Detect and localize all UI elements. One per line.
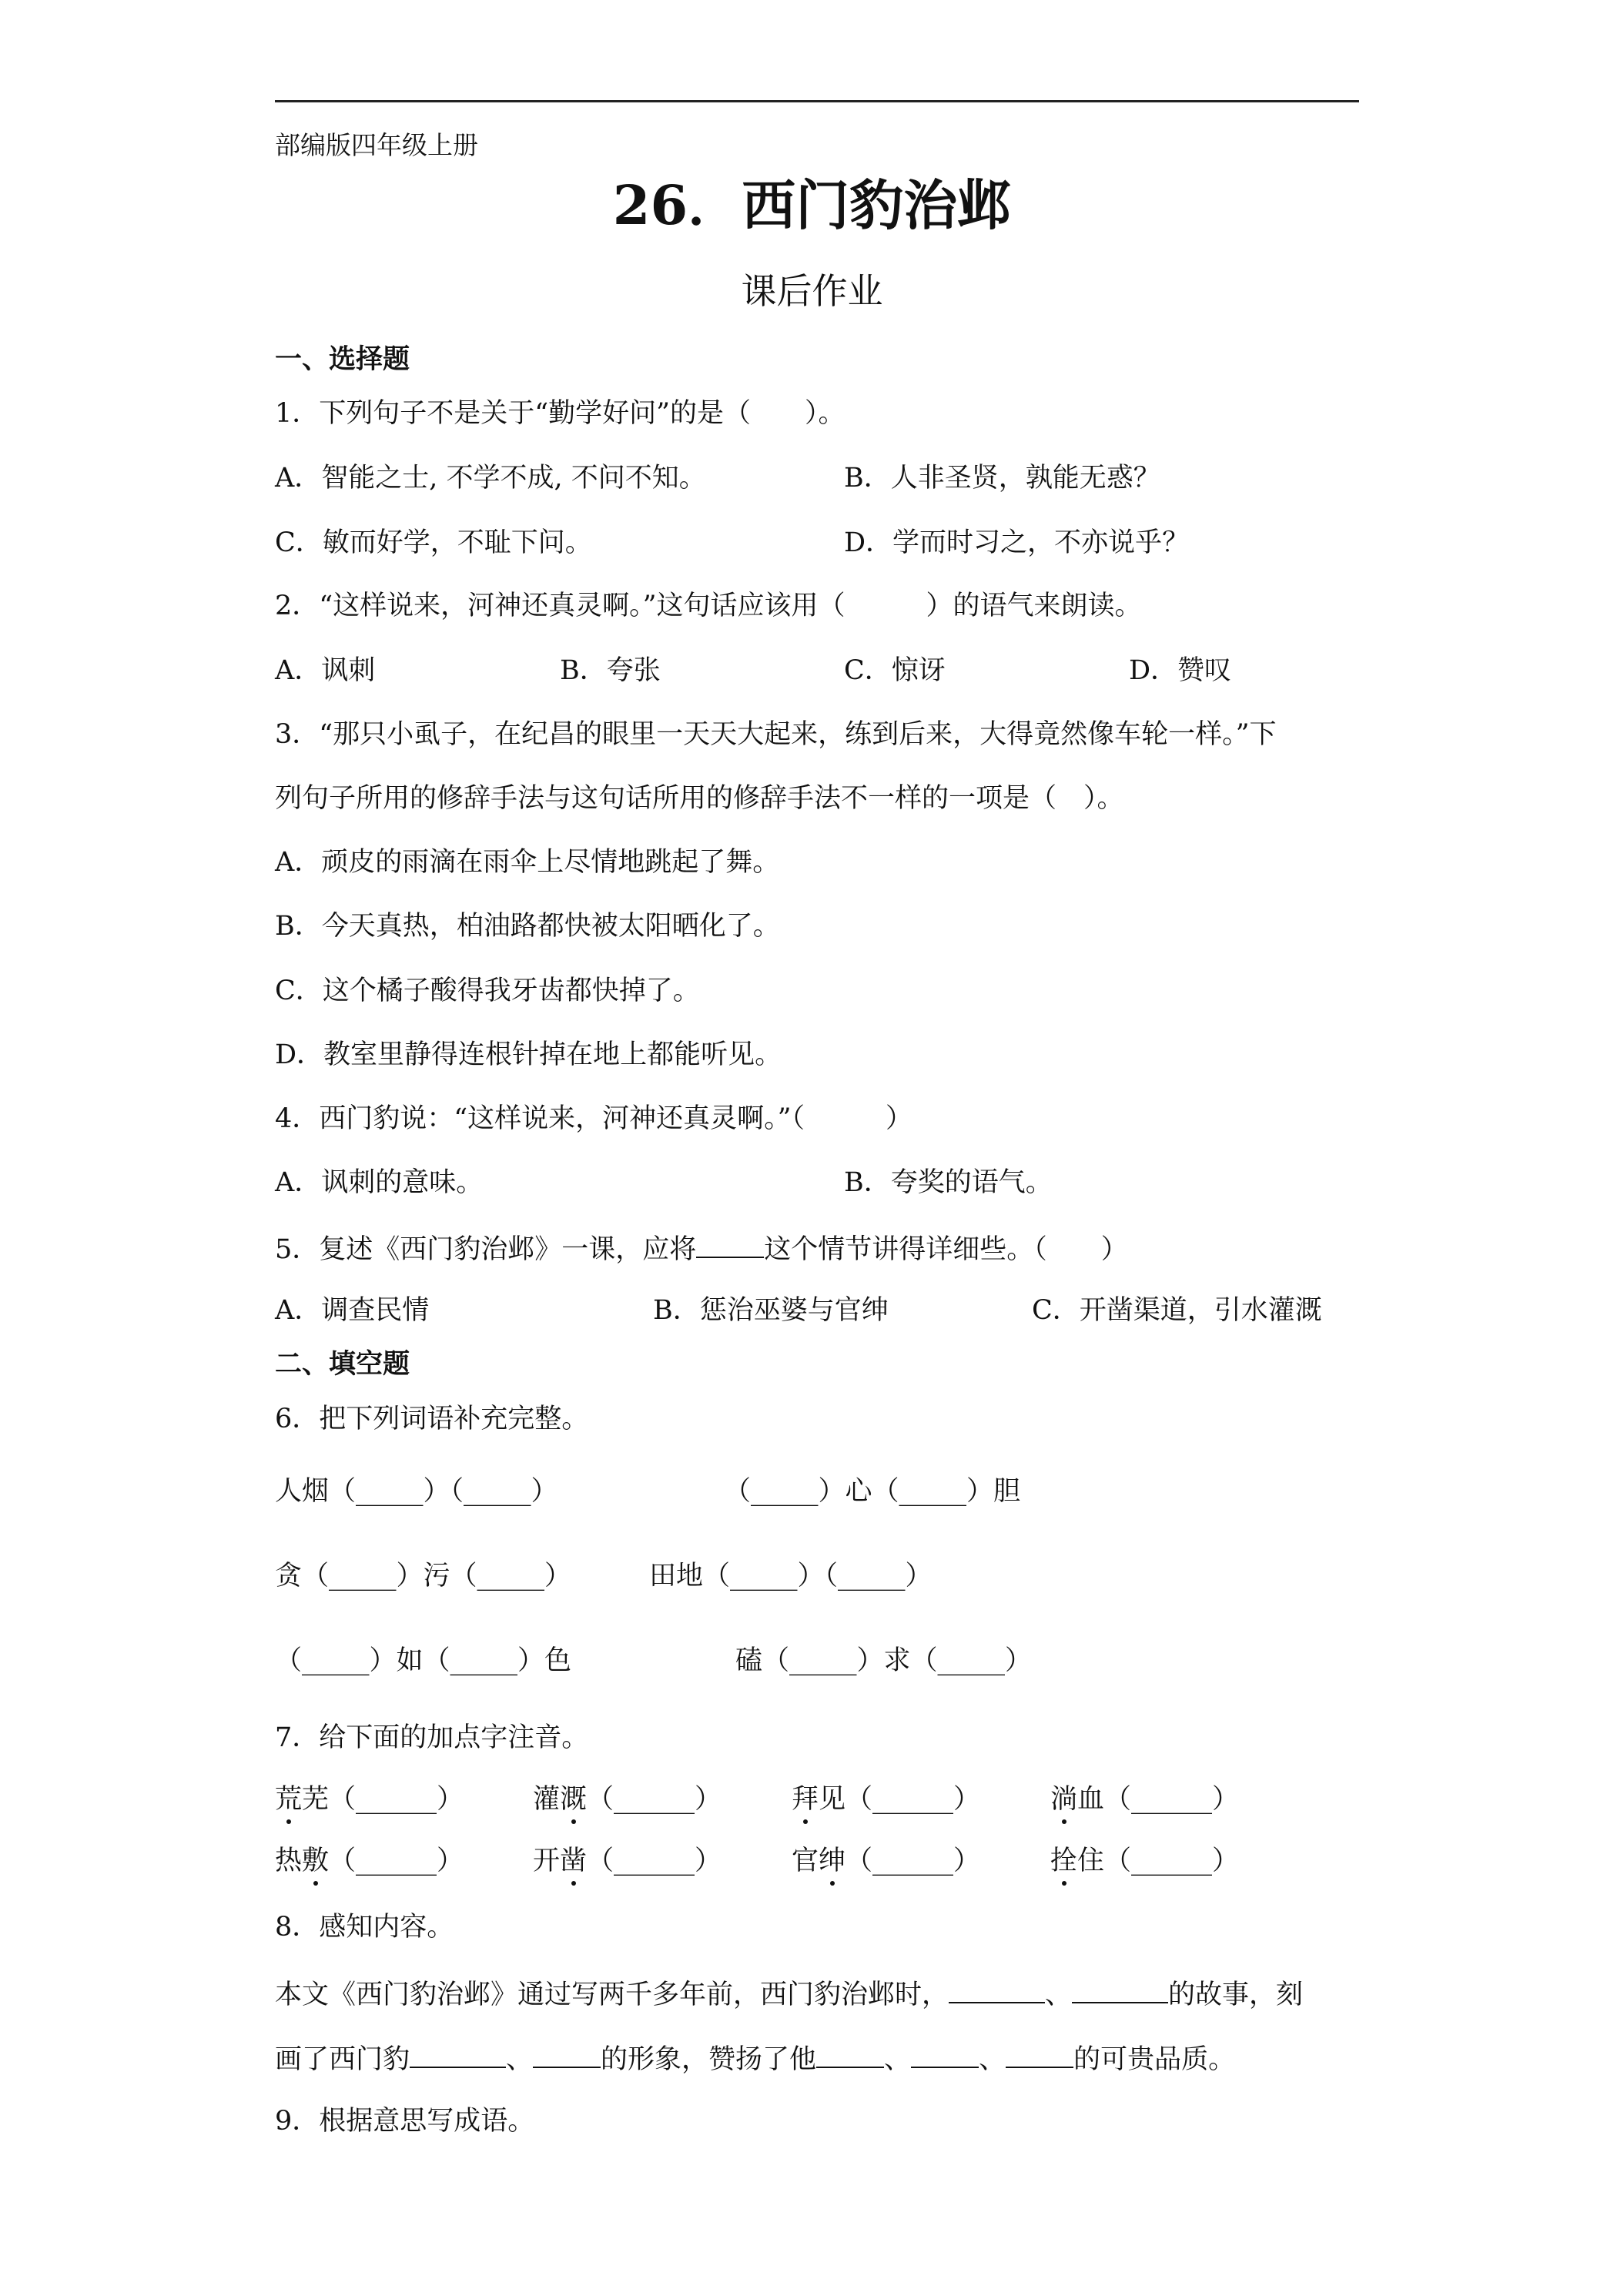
q8-blank[interactable] [816,2043,884,2068]
q3-stem-line1: 3．“那只小虱子，在纪昌的眼里一天天大起来，练到后来，大得竟然像车轮一样。”下 [275,719,1277,750]
q5-stem-post: 这个情节讲得详细些。（ ） [764,1234,1128,1265]
q7-item-7: 官绅（______） [792,1846,981,1876]
dotted-char: 绅 [819,1846,846,1876]
q8-blank[interactable] [410,2043,506,2068]
q6-word-5: （_____）如（_____）色 [275,1645,572,1676]
q8-stem: 8．感知内容。 [275,1912,454,1943]
pinyin-blank[interactable]: （______） [587,1846,722,1876]
q1-option-d: D．学而时习之，不亦说乎？ [844,527,1190,558]
q5-stem-pre: 5．复述《西门豹治邺》一课，应将 [275,1234,697,1265]
q3-option-c: C．这个橘子酸得我牙齿都快掉了。 [275,976,700,1006]
q6-word-2: （_____）心（_____）胆 [724,1476,1021,1507]
q6-stem: 6．把下列词语补充完整。 [275,1404,589,1434]
q7-item-4: 淌血（______） [1050,1784,1240,1815]
q6-word-6: 磕（_____）求（_____） [735,1645,1033,1676]
q2-stem: 2．“这样说来，河神还真灵啊。”这句话应该用（ ）的语气来朗读。 [275,591,1142,621]
q7-item-3: 拜见（______） [792,1784,981,1815]
q7-stem: 7．给下面的加点字注音。 [275,1722,589,1753]
q1-option-a: A．智能之士, 不学不成, 不问不知。 [275,463,706,494]
q9-stem: 9．根据意思写成语。 [275,2106,535,2137]
q5-blank[interactable] [696,1233,764,1258]
q8-blank[interactable] [949,1979,1045,2003]
q8-blank[interactable] [533,2043,601,2068]
q2-option-a: A．讽刺 [275,655,376,686]
q1-option-c: C．敏而好学，不耻下问。 [275,527,592,558]
page-subtitle: 课后作业 [741,270,883,312]
q6-word-1: 人烟（_____）（_____） [275,1476,558,1507]
q7-item-2: 灌溉（______） [533,1784,722,1815]
q1-stem: 1．下列句子不是关于“勤学好问”的是（ ）。 [275,398,845,429]
q2-option-d: D．赞叹 [1129,655,1232,686]
page-title: 26．西门豹治邺 [612,173,1012,237]
q3-option-b: B．今天真热，柏油路都快被太阳晒化了。 [275,911,780,942]
q5-option-b: B．惩治巫婆与官绅 [653,1295,889,1326]
q8-blank[interactable] [1072,1979,1168,2003]
pinyin-blank[interactable]: （______） [329,1784,464,1815]
section-choice-title: 一、选择题 [275,344,410,375]
q7-item-8: 拴住（______） [1050,1846,1240,1876]
q5-option-c: C．开凿渠道，引水灌溉 [1032,1295,1322,1326]
q7-item-6: 开凿（______） [533,1846,722,1876]
q6-word-4: 田地（_____）（_____） [649,1561,933,1591]
header-rule [275,100,1359,102]
pinyin-blank[interactable]: （______） [329,1846,464,1876]
dotted-char: 荒 [275,1784,303,1815]
pinyin-blank[interactable]: （______） [845,1784,981,1815]
textbook-label: 部编版四年级上册 [275,130,478,160]
dotted-char: 敷 [302,1846,330,1876]
q2-option-b: B．夸张 [560,655,661,686]
dotted-char: 淌 [1050,1784,1078,1815]
q8-blank[interactable] [911,2043,979,2068]
q4-stem: 4．西门豹说：“这样说来，河神还真灵啊。”（ ） [275,1103,913,1134]
q5-stem [275,1233,1128,1263]
section-fill-title: 二、填空题 [275,1349,410,1380]
dotted-char: 溉 [560,1784,588,1815]
q6-word-3: 贪（_____）污（_____） [275,1561,572,1591]
q8-line-2: 画了西门豹 、 的形象，赞扬了他 、 、 的可贵品质。 [275,2044,1236,2075]
q4-option-a: A．讽刺的意味。 [275,1167,484,1198]
pinyin-blank[interactable]: （______） [845,1846,981,1876]
dotted-char: 拴 [1050,1846,1078,1876]
q8-line-1: 本文《西门豹治邺》通过写两千多年前，西门豹治邺时， 、 的故事，刻 [275,1980,1304,2010]
dotted-char: 拜 [792,1784,819,1815]
q4-option-b: B．夸奖的语气。 [844,1167,1053,1198]
pinyin-blank[interactable]: （______） [1104,1784,1240,1815]
q7-item-1: 荒芜（______） [275,1784,464,1815]
q8-blank[interactable] [1006,2043,1073,2068]
q5-option-a: A．调查民情 [275,1295,430,1326]
pinyin-blank[interactable]: （______） [587,1784,722,1815]
pinyin-blank[interactable]: （______） [1104,1846,1240,1876]
q1-option-b: B．人非圣贤，孰能无惑？ [844,463,1160,494]
q3-option-d: D．教室里静得连根针掉在地上都能听见。 [275,1039,782,1070]
dotted-char: 凿 [560,1846,588,1876]
q3-option-a: A．顽皮的雨滴在雨伞上尽情地跳起了舞。 [275,847,780,878]
q7-item-5: 热敷（______） [275,1846,464,1876]
q2-option-c: C．惊讶 [844,655,946,686]
q3-stem-line2: 列句子所用的修辞手法与这句话所用的修辞手法不一样的一项是（ ）。 [275,783,1124,814]
